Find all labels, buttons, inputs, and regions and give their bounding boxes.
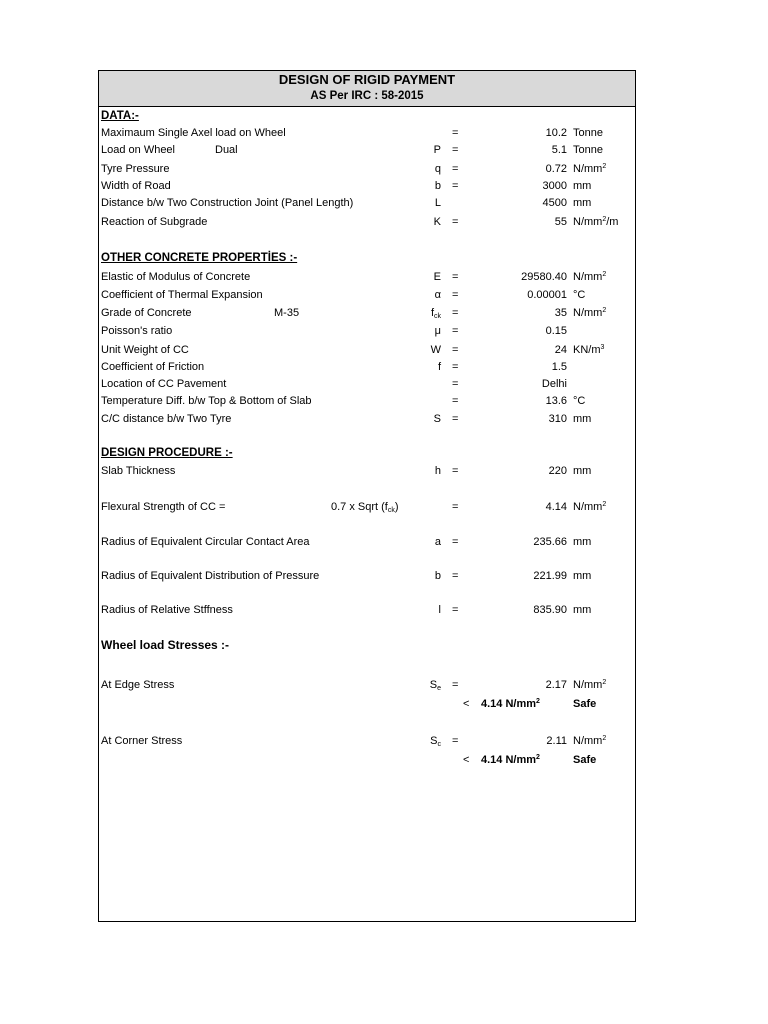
row-value: 0.72	[545, 163, 567, 175]
concrete-row	[99, 323, 635, 339]
stress-check-row	[99, 696, 635, 712]
row-equals: =	[452, 216, 459, 228]
row-equals: =	[452, 501, 459, 513]
row-symbol: l	[438, 604, 441, 616]
row-extra: M-35	[274, 307, 300, 319]
row-value: 1.5	[551, 361, 567, 373]
concrete-heading-row	[99, 250, 635, 266]
data-row	[99, 125, 635, 141]
sheet-subtitle: AS Per IRC : 58-2015	[310, 90, 424, 102]
concrete-row	[99, 393, 635, 409]
compare-sign: <	[463, 754, 470, 766]
row-symbol: a	[434, 536, 441, 548]
row-equals: =	[452, 570, 459, 582]
row-value: 35	[554, 307, 567, 319]
row-unit: Tonne	[573, 144, 603, 156]
row-label: Maximaum Single Axel load on Wheel	[101, 127, 286, 139]
row-value: 29580.40	[521, 271, 567, 283]
row-label: Poisson's ratio	[101, 325, 173, 337]
row-equals: =	[452, 465, 459, 477]
row-label: At Edge Stress	[101, 679, 175, 691]
row-symbol: μ	[434, 325, 441, 337]
row-unit: °C	[573, 395, 586, 407]
row-value: 835.90	[533, 604, 567, 616]
row-value: 3000	[542, 180, 567, 192]
row-label: Width of Road	[101, 180, 171, 192]
row-symbol: P	[433, 144, 441, 156]
procedure-row	[99, 602, 635, 618]
section-heading-concrete: OTHER CONCRETE PROPERTİES :-	[101, 252, 298, 264]
row-symbol: S	[433, 413, 441, 425]
row-label: Radius of Equivalent Distribution of Pressure	[101, 570, 320, 582]
row-symbol: $S_e$	[429, 679, 441, 692]
row-value: 310	[548, 413, 567, 425]
data-row	[99, 178, 635, 194]
row-label: Flexural Strength of CC =	[101, 501, 226, 513]
row-equals: =	[452, 395, 459, 407]
row-symbol: b	[434, 570, 441, 582]
row-symbol: b	[434, 180, 441, 192]
row-label: Elastic of Modulus of Concrete	[101, 271, 251, 283]
row-unit: $N/mm^2$	[573, 735, 607, 747]
row-symbol: E	[433, 271, 441, 283]
row-symbol: h	[434, 465, 441, 477]
procedure-row	[99, 463, 635, 479]
status-label: Safe	[573, 698, 597, 710]
concrete-row	[99, 305, 635, 321]
section-heading-stresses: Wheel load Stresses :-	[101, 638, 230, 652]
row-unit: $N/mm^2/m$	[573, 216, 619, 228]
row-unit: Tonne	[573, 127, 603, 139]
row-unit: $N/mm^2$	[573, 501, 607, 513]
row-value: 0.15	[545, 325, 567, 337]
row-value: 5.1	[551, 144, 567, 156]
row-symbol: $S_c$	[430, 735, 441, 748]
compare-sign: <	[463, 698, 470, 710]
row-value: 4.14	[545, 501, 567, 513]
row-equals: =	[452, 536, 459, 548]
row-unit: $N/mm^2$	[573, 307, 607, 319]
row-label: Distance b/w Two Construction Joint (Panel Length)	[101, 197, 354, 209]
row-equals: =	[452, 307, 459, 319]
row-value: 24	[554, 344, 567, 356]
data-heading-row	[99, 108, 635, 124]
row-label: Slab Thickness	[101, 465, 176, 477]
row-symbol: L	[434, 197, 441, 209]
row-label: Radius of Equivalent Circular Contact Area	[101, 536, 310, 548]
row-equals: =	[452, 325, 459, 337]
row-symbol: K	[433, 216, 441, 228]
row-equals: =	[452, 144, 459, 156]
row-label: At Corner Stress	[101, 735, 183, 747]
sheet-header	[99, 71, 635, 107]
row-symbol: α	[434, 289, 441, 301]
row-value: 10.2	[545, 127, 567, 139]
allowable-limit: 4.14 $N/mm^2$	[481, 698, 540, 710]
row-equals: =	[452, 289, 459, 301]
data-row	[99, 195, 635, 211]
row-equals: =	[452, 344, 459, 356]
row-equals: =	[452, 180, 459, 192]
row-label: Coefficient of Thermal Expansion	[101, 289, 263, 301]
row-value: 55	[554, 216, 567, 228]
row-value: Delhi	[541, 378, 567, 390]
row-unit: $KN/m^3$	[573, 344, 605, 356]
concrete-row	[99, 342, 635, 358]
row-equals: =	[452, 413, 459, 425]
concrete-row	[99, 287, 635, 303]
calculation-sheet	[98, 70, 636, 922]
row-symbol: W	[430, 344, 441, 356]
row-label: Radius of Relative Stffness	[101, 604, 233, 616]
row-equals: =	[452, 735, 459, 747]
row-unit: mm	[573, 570, 592, 582]
concrete-row	[99, 376, 635, 392]
row-label: C/C distance b/w Two Tyre	[101, 413, 232, 425]
row-unit: °C	[573, 289, 586, 301]
row-label: Unit Weight of CC	[101, 344, 189, 356]
row-unit: mm	[573, 604, 592, 616]
section-heading-procedure: DESIGN PROCEDURE :-	[101, 447, 233, 459]
row-symbol: $f_{ck}$	[430, 307, 441, 320]
row-equals: =	[452, 604, 459, 616]
row-unit: $N/mm^2$	[573, 271, 607, 283]
section-heading-data: DATA:-	[101, 110, 139, 122]
procedure-row	[99, 499, 635, 515]
row-equals: =	[452, 163, 459, 175]
row-value: 221.99	[533, 570, 567, 582]
row-value: 235.66	[533, 536, 567, 548]
row-symbol: f	[437, 361, 441, 373]
row-value: 13.6	[545, 395, 567, 407]
row-symbol: q	[434, 163, 441, 175]
row-equals: =	[452, 378, 459, 390]
row-equals: =	[452, 679, 459, 691]
row-value: 0.00001	[527, 289, 567, 301]
row-unit: mm	[573, 180, 592, 192]
row-formula: 0.7 x Sqrt $(f_{ck})$	[331, 501, 399, 514]
stress-check-row	[99, 752, 635, 768]
row-label: Tyre Pressure	[101, 163, 170, 175]
concrete-row	[99, 411, 635, 427]
row-value: 2.11	[546, 735, 567, 747]
procedure-heading-row	[99, 445, 635, 461]
row-value: 4500	[542, 197, 567, 209]
row-label: Grade of Concrete	[101, 307, 192, 319]
row-label: Reaction of Subgrade	[101, 216, 208, 228]
stress-row	[99, 677, 635, 693]
row-unit: $N/mm^2$	[573, 163, 607, 175]
row-equals: =	[452, 127, 459, 139]
status-label: Safe	[573, 754, 597, 766]
stress-heading-row	[99, 637, 635, 653]
procedure-row	[99, 534, 635, 550]
row-unit: mm	[573, 465, 592, 477]
row-label: Temperature Diff. b/w Top & Bottom of Slab	[101, 395, 312, 407]
row-unit: mm	[573, 197, 592, 209]
stress-row	[99, 733, 635, 749]
concrete-row	[99, 359, 635, 375]
data-row	[99, 161, 635, 177]
procedure-row	[99, 568, 635, 584]
row-unit: mm	[573, 536, 592, 548]
row-unit: mm	[573, 413, 592, 425]
row-equals: =	[452, 361, 459, 373]
sheet-title: DESIGN OF RIGID PAYMENT	[278, 72, 456, 87]
allowable-limit: 4.14 $N/mm^2$	[481, 754, 540, 766]
row-label: Location of CC Pavement	[101, 378, 227, 390]
row-value: 2.17	[545, 679, 567, 691]
row-value: 220	[548, 465, 567, 477]
row-unit: $N/mm^2$	[573, 679, 607, 691]
concrete-row	[99, 269, 635, 285]
row-equals: =	[452, 271, 459, 283]
data-row	[99, 142, 635, 158]
row-label: Coefficient of Friction	[101, 361, 205, 373]
data-row	[99, 214, 635, 230]
row-extra: Dual	[215, 144, 238, 156]
row-label: Load on Wheel	[101, 144, 175, 156]
